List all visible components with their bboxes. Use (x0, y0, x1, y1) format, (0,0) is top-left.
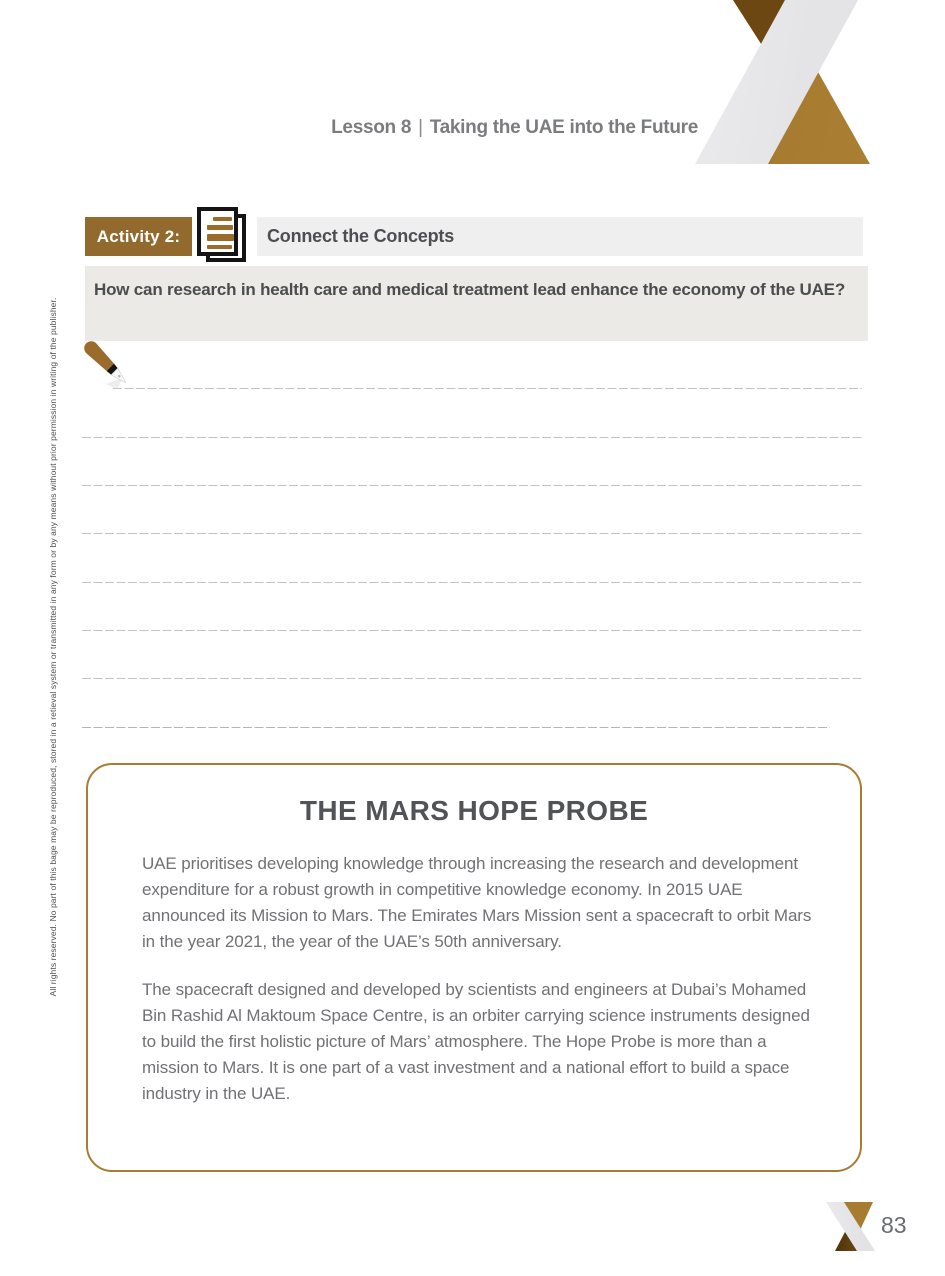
reading-paragraph: UAE prioritises developing knowledge through increasing the research and development expenditure for a robust growth in competitive knowledge economy. In 2015 UAE announced its Mission to Mars. The Emirates Mars Mission sent a spacecraft to orbit Mars in the year 2021, the year of the UAE’s 50th anniversary. (142, 854, 812, 951)
answer-line[interactable] (82, 341, 862, 389)
header-separator: | (418, 117, 423, 138)
activity-title-bar (257, 217, 863, 256)
publisher-x-logo-icon (694, 0, 871, 164)
publisher-x-logo-small-icon (826, 1202, 875, 1251)
page-number: 83 (881, 1212, 907, 1238)
activity-badge: Activity 2: (85, 217, 192, 256)
answer-line[interactable] (82, 486, 862, 534)
activity-title: Connect the Concepts (267, 226, 455, 246)
answer-lines (82, 341, 862, 728)
answer-line[interactable] (82, 679, 862, 727)
copyright-notice: All rights reserved. No part of this bage may be reproduced, stored in a retieval system or transmitted in any form or by any means without prior permission in writing of the publisher. (48, 297, 58, 997)
answer-line[interactable] (82, 438, 862, 486)
reading-box (86, 763, 862, 1172)
page-header (331, 117, 698, 139)
answer-line[interactable] (82, 583, 862, 631)
reading-paragraph: The spacecraft designed and developed by scientists and engineers at Dubai’s Mohamed Bin Rashid Al Maktoum Space Centre, is an orbiter carrying science instruments designed to build the first holistic picture of Mars’ atmosphere. The Hope Probe is more than a mission to Mars. It is one part of a vast investment and a national effort to build a space industry in the UAE. (142, 980, 810, 1103)
answer-line[interactable] (82, 389, 862, 437)
notes-icon (196, 206, 248, 263)
notes-icon-front-sheet (197, 207, 238, 256)
answer-line[interactable] (82, 534, 862, 582)
lesson-label: Lesson 8 (331, 117, 412, 138)
reading-title: THE MARS HOPE PROBE (299, 795, 649, 826)
question-box: How can research in health care and medical treatment lead enhance the economy of the UAE? (85, 266, 868, 341)
answer-line[interactable] (82, 631, 862, 679)
lesson-title: Taking the UAE into the Future (429, 117, 698, 138)
